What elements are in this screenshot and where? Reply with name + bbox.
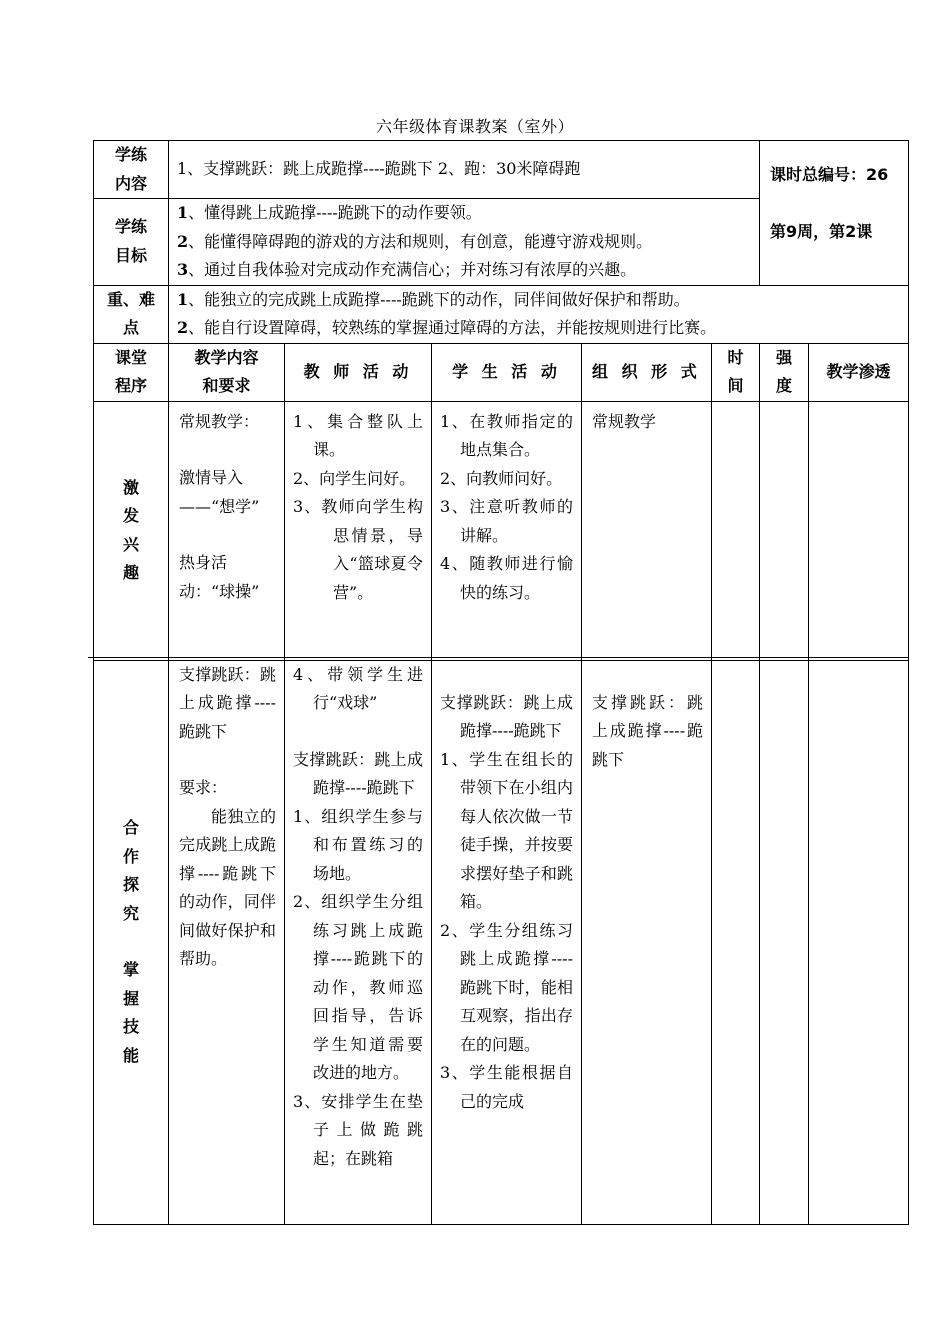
section1-intensity [760,401,809,660]
goals-label: 学练 目标 [94,199,169,286]
key-points-label: 重、难 点 [94,285,169,343]
section1-content: 常规教学： 激情导入——“想学” 热身活动：“球操” [169,401,285,660]
section-divider-line [88,657,908,658]
section2-infiltration [809,660,909,1224]
col-infiltration: 教学渗透 [809,343,909,401]
stage-skill: 合 作 探 究 掌 握 技 能 [94,660,169,1224]
col-teacher: 教 师 活 动 [285,343,432,401]
key-point-item: 1、能独立的完成跳上成跪撑----跪跳下的动作，同伴间做好保护和帮助。 [177,289,690,309]
col-organization: 组 织 形 式 [582,343,712,401]
section2-organization: 支撑跳跃：跳上成跪撑----跪跳下 [582,660,712,1224]
goal-item: 2、能懂得障碍跑的游戏的方法和规则，有创意，能遵守游戏规则。 [177,231,653,251]
col-student: 学 生 活 动 [432,343,582,401]
page-title: 六年级体育课教案（室外） [375,117,574,136]
col-content: 教学内容 和要求 [169,343,285,401]
key-point-item: 2、能自行设置障碍，较熟练的掌握通过障碍的方法，并能按规则进行比赛。 [177,318,717,337]
section2-content: 支撑跳跃：跳上成跪撑----跪跳下 要求： 能独立的完成跳上成跪撑----跪跳下的动作，同伴间做好保护和帮助。 [169,660,285,1224]
content-label: 学练 内容 [94,141,169,199]
goal-item: 3、通过自我体验对完成动作充满信心；并对练习有浓厚的兴趣。 [177,260,637,279]
lesson-meta [760,141,909,286]
col-time: 时 间 [712,343,760,401]
section-interest-row [94,401,909,660]
section1-infiltration [809,401,909,660]
section2-intensity [760,660,809,1224]
section2-teacher: 4、带领学生进行“戏球” 支撑跳跃：跳上成跪撑----跪跳下 1、组织学生参与和布置练习的场地。 2、组织学生分组练习跳上成跪撑----跪跳下的动作，教师巡回指导，告诉学生知道需要改进的地方。 3、安排学生在垫子上做跪跳起；在跳箱 [285,660,432,1224]
col-procedure: 课堂 程序 [94,343,169,401]
section1-time [712,401,760,660]
week-lesson: 第9周，第2课 [770,221,873,241]
goal-item: 1、懂得跳上成跪撑----跪跳下的动作要领。 [177,203,482,222]
lesson-number: 课时总编号：26 [770,165,889,184]
goals-list [169,199,760,286]
section-skill-row [94,660,909,1224]
section2-time [712,660,760,1224]
lesson-plan-table [93,140,909,1225]
col-intensity: 强 度 [760,343,809,401]
stage-interest: 激 发 兴 趣 [94,401,169,660]
section1-teacher: 1、集合整队上课。 2、向学生问好。 3、教师向学生构思情景，导入“篮球夏令营”。 [285,401,432,660]
section2-student: 支撑跳跃：跳上成跪撑----跪跳下 1、学生在组长的带领下在小组内每人依次做一节徒手操，并按要求摆好垫子和跳箱。 2、学生分组练习跳上成跪撑----跪跳下时，能相互观察，指出存在的问题。 3、学生能根据自己的完成 [432,660,582,1224]
section1-student: 1、在教师指定的地点集合。 2、向教师问好。 3、注意听教师的讲解。 4、随教师进行愉快的练习。 [432,401,582,660]
key-points-list [169,285,909,343]
column-header-row [94,343,909,401]
section1-organization: 常规教学 [582,401,712,660]
content-text: 1、支撑跳跃：跳上成跪撑----跪跳下 2、跑：30米障碍跑 [169,141,760,199]
